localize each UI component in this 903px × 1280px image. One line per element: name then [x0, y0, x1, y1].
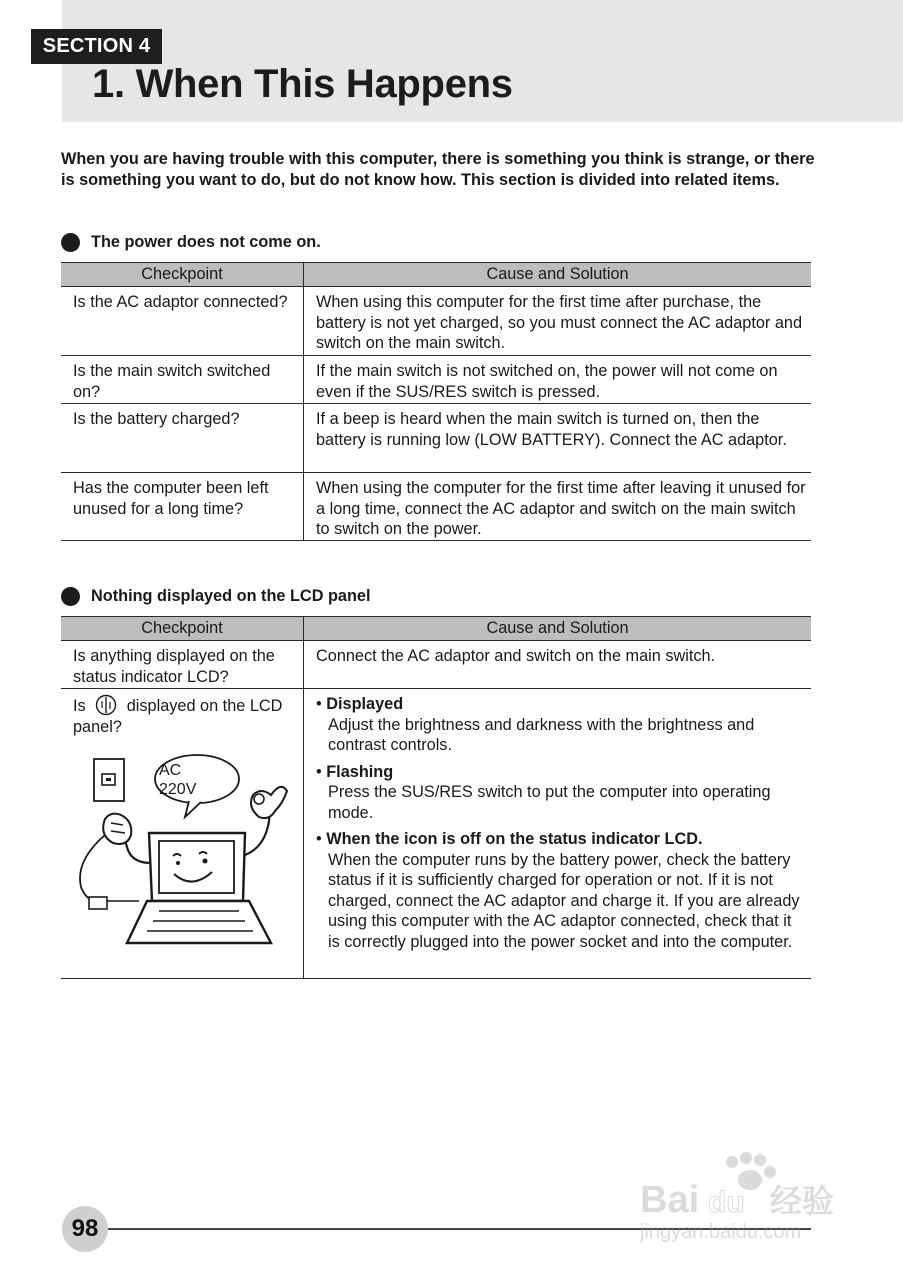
laptop-base-shape — [127, 901, 271, 943]
solution-cell: When using this computer for the first time after purchase, the battery is not yet charged, so you must connect the AC adaptor and switch on the main switch. — [316, 293, 803, 352]
section-heading-text: Nothing displayed on the LCD panel — [91, 586, 371, 605]
table-row — [61, 641, 811, 689]
table-row — [61, 287, 811, 356]
solution-cell: When using the computer for the first time after leaving it unused for a long time, connect the AC adaptor and switch on the main switch to switch on the power. — [316, 479, 806, 538]
checkpoint-text-post: displayed on the LCD panel? — [73, 697, 283, 736]
page-number: 98 — [62, 1206, 108, 1252]
checkpoint-cell: Is the battery charged? — [61, 404, 304, 472]
solution-item-body: When the computer runs by the battery power, check the battery status if it is sufficiently charged for operation or not. If it is not charged, connect the AC adaptor and charge it. If you are already using this computer with the AC adaptor connected, check that it is correctly plugged into the power socket and into the computer. — [328, 850, 800, 951]
svg-text:du: du — [708, 1186, 745, 1219]
checkpoint-text-pre: Is — [73, 697, 86, 715]
solution-cell: Connect the AC adaptor and switch on the main switch. — [316, 647, 716, 665]
solution-item-body: Press the SUS/RES switch to put the computer into operating mode. — [328, 783, 771, 822]
laptop-screen-shape — [149, 833, 245, 901]
plug-shape — [89, 897, 107, 909]
solution-item-displayed: • Displayed Adjust the brightness and darkness with the brightness and contrast controls. — [316, 694, 807, 756]
checkpoint-cell: Has the computer been left unused for a long time? — [61, 473, 304, 540]
solution-item-title: When the icon is off on the status indicator LCD. — [326, 830, 703, 848]
column-header-cause: Cause and Solution — [486, 265, 629, 283]
solution-item-title: Flashing — [326, 762, 394, 781]
power-table — [61, 262, 811, 541]
svg-text:经验: 经验 — [770, 1182, 835, 1220]
solution-item-flashing: • Flashing Press the SUS/RES switch to put the computer into operating mode. — [316, 762, 807, 824]
column-header-checkpoint: Checkpoint — [61, 617, 304, 640]
solution-cell: If the main switch is not switched on, the power will not come on even if the SUS/RES switch is pressed. — [316, 362, 778, 401]
page-title: 1. When This Happens — [92, 62, 513, 106]
column-header-cause: Cause and Solution — [486, 619, 629, 637]
section-heading-text: The power does not come on. — [91, 232, 321, 251]
solution-cell: If a beep is heard when the main switch is turned on, then the battery is running low (LOW BATTERY). Connect the AC adaptor. — [316, 410, 787, 449]
checkpoint-cell — [61, 689, 304, 978]
solution-cell — [304, 689, 811, 978]
table-row — [61, 689, 811, 979]
bullet-icon — [61, 587, 80, 606]
solution-item-title: Displayed — [326, 695, 404, 713]
table-row — [61, 473, 811, 541]
table-row — [61, 404, 811, 473]
bubble-text-line1: AC — [159, 762, 182, 779]
baidu-watermark-logo — [640, 1150, 860, 1245]
bullet-icon — [61, 233, 80, 252]
table-header-row — [61, 262, 811, 287]
section-badge: SECTION 4 — [31, 29, 162, 64]
intro-paragraph: When you are having trouble with this computer, there is something you think is strange, or there is something you want to do, but do not know how. This section is divided into related items. — [61, 150, 815, 189]
table-header-row — [61, 616, 811, 641]
lcd-table — [61, 616, 811, 979]
section-heading-power — [61, 232, 321, 252]
table-row — [61, 356, 811, 404]
checkpoint-cell: Is anything displayed on the status indicator LCD? — [61, 641, 304, 688]
section-heading-lcd — [61, 586, 371, 606]
checkpoint-cell: Is the AC adaptor connected? — [61, 287, 304, 355]
column-header-checkpoint: Checkpoint — [61, 263, 304, 286]
svg-text:jingyan.baidu.com: jingyan.baidu.com — [640, 1221, 802, 1243]
bubble-text-line2: 220V — [159, 781, 197, 798]
solution-item-icon-off: • When the icon is off on the status indicator LCD. When the computer runs by the battery power, check the battery status if it is sufficiently charged for operation or not. If it is not charged, connect the AC adaptor and charge it. If you are already using this computer with the AC adaptor connected, check that it is correctly plugged into the power socket and into the computer. — [316, 829, 807, 952]
checkpoint-cell: Is the main switch switched on? — [61, 356, 304, 403]
power-symbol-icon — [95, 694, 117, 716]
svg-text:Bai: Bai — [640, 1179, 700, 1221]
laptop-illustration — [69, 751, 294, 956]
solution-item-body: Adjust the brightness and darkness with the brightness and contrast controls. — [328, 715, 755, 754]
